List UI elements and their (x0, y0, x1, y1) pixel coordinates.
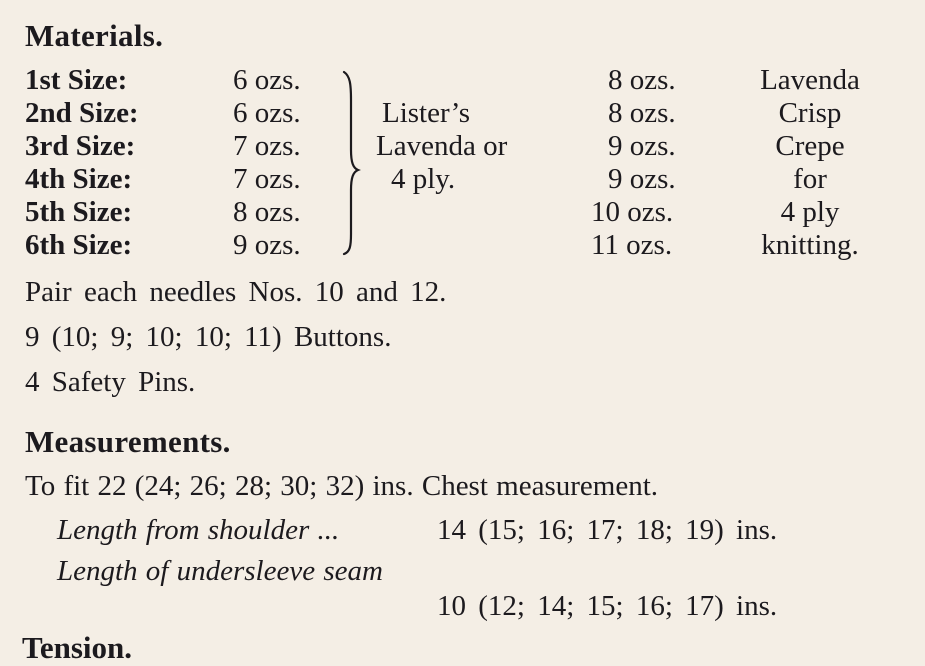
measurements-heading: Measurements. (25, 424, 231, 459)
size-alt-amount: 8 ozs. (608, 64, 676, 96)
yarn-alt-line: Crepe (775, 130, 845, 162)
buttons-line: 9 (10; 9; 10; 10; 11) Buttons. (25, 321, 392, 353)
size-amount: 7 ozs. (233, 163, 301, 195)
length-value: 14 (15; 16; 17; 18; 19) ins. (437, 514, 778, 546)
size-label: 1st Size: (25, 64, 128, 96)
size-amount: 7 ozs. (233, 130, 301, 162)
brace-icon (338, 70, 362, 256)
sleeve-label: Length of undersleeve seam (57, 555, 383, 587)
yarn-alt-line: Lavenda (760, 64, 860, 96)
size-amount: 9 ozs. (233, 229, 301, 261)
size-alt-amount: 9 ozs. (608, 130, 676, 162)
next-section-heading: Tension. (22, 630, 132, 665)
sleeve-value: 10 (12; 14; 15; 16; 17) ins. (437, 590, 778, 622)
yarn-main-line: 4 ply. (391, 163, 456, 195)
needles-line: Pair each needles Nos. 10 and 12. (25, 276, 447, 308)
size-amount: 6 ozs. (233, 97, 301, 129)
yarn-alt-line: Crisp (778, 97, 842, 129)
materials-heading: Materials. (25, 18, 164, 53)
size-alt-amount: 8 ozs. (608, 97, 676, 129)
yarn-main-line: Lister’s (382, 97, 471, 129)
yarn-alt-line: for (793, 163, 827, 195)
size-amount: 8 ozs. (233, 196, 301, 228)
size-alt-amount: 11 ozs. (591, 229, 673, 261)
chest-line: To fit 22 (24; 26; 28; 30; 32) ins. Chest measurement. (25, 470, 659, 502)
yarn-main-line: Lavenda or (376, 130, 508, 162)
yarn-alt-line: knitting. (761, 229, 859, 261)
size-label: 2nd Size: (25, 97, 139, 129)
size-label: 4th Size: (25, 163, 133, 195)
pins-line: 4 Safety Pins. (25, 366, 196, 398)
size-label: 3rd Size: (25, 130, 136, 162)
length-label: Length from shoulder ... (57, 514, 340, 546)
size-alt-amount: 10 ozs. (591, 196, 674, 228)
size-amount: 6 ozs. (233, 64, 301, 96)
size-label: 5th Size: (25, 196, 133, 228)
yarn-alt-line: 4 ply (780, 196, 840, 228)
size-alt-amount: 9 ozs. (608, 163, 676, 195)
size-label: 6th Size: (25, 229, 133, 261)
